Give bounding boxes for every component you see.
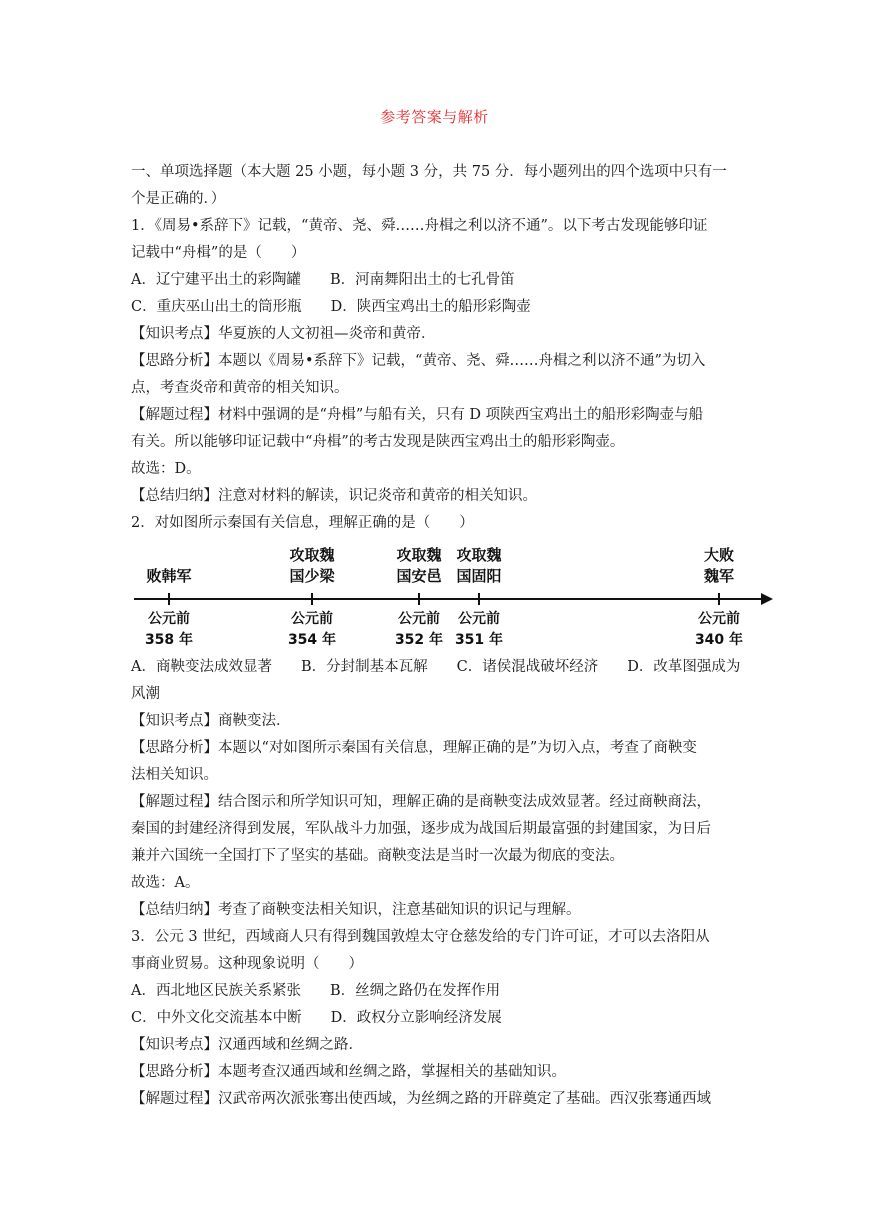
text-line: 有关。所以能够印证记载中“舟楫”的考古发现是陕西宝鸡出土的船形彩陶壶。: [131, 434, 625, 450]
event-date: 公元前: [291, 611, 333, 627]
event-label: 国安邑: [396, 567, 442, 585]
options-line: C．重庆巫山出土的筒形瓶 D．陕西宝鸡出土的船形彩陶壶: [131, 299, 531, 315]
event-label: 大败: [703, 546, 735, 564]
text-line: 秦国的封建经济得到发展，军队战斗力加强，逐步成为战国后期最富强的封建国家，为日后: [131, 821, 711, 837]
timeline-figure: [131, 543, 781, 653]
event-date: 公元前: [398, 611, 440, 627]
event-date: 公元前: [698, 611, 740, 627]
event-date: 354 年: [287, 632, 337, 648]
answer: 故选：A。: [131, 875, 200, 891]
event-label: 魏军: [703, 567, 735, 585]
event-label: 国少梁: [289, 567, 335, 585]
analysis: 【思路分析】本题以“对如图所示秦国有关信息，理解正确的是”为切入点，考查了商鞅变: [131, 740, 697, 756]
question-3-stem: 3．公元 3 世纪，西域商人只有得到魏国敦煌太守仓慈发给的专门许可证，才可以去洛阳从: [131, 929, 710, 945]
solution: 【解题过程】材料中强调的是“舟楫”与船有关，只有 D 项陕西宝鸡出土的船形彩陶壶与船: [131, 407, 704, 423]
text-line: 事商业贸易。这种现象说明（ ）: [131, 956, 363, 972]
event-label: 国固阳: [456, 567, 502, 585]
knowledge-point: 【知识考点】华夏族的人文初祖—炎帝和黄帝．: [131, 326, 436, 342]
page-title: 参考答案与解析: [380, 108, 489, 126]
solution: 【解题过程】汉武帝两次派张骞出使西域，为丝绸之路的开辟奠定了基础。西汉张骞通西域: [131, 1091, 711, 1107]
question-1-stem: 1．《周易•系辞下》记载，“黄帝、尧、舜……舟楫之利以济不通”。以下考古发现能够印证: [131, 218, 708, 234]
knowledge-point: 【知识考点】汉通西域和丝绸之路．: [131, 1037, 363, 1053]
section-heading: 一、单项选择题（本大题 25 小题，每小题 3 分，共 75 分．每小题列出的四个选项中只有一: [131, 164, 727, 180]
text-line: 点，考查炎帝和黄帝的相关知识。: [131, 380, 349, 396]
options-line: A．商鞅变法成效显著 B．分封制基本瓦解 C．诸侯混战破坏经济 D．改革图强成为: [131, 659, 741, 675]
knowledge-point: 【知识考点】商鞅变法．: [131, 713, 291, 729]
timeline-arrow: [761, 593, 773, 605]
event-label: 攻取魏: [289, 546, 335, 564]
analysis: 【思路分析】本题以《周易•系辞下》记载，“黄帝、尧、舜……舟楫之利以济不通”为切入: [131, 353, 706, 369]
event-label: 攻取魏: [396, 546, 442, 564]
options-line: A．西北地区民族关系紧张 B．丝绸之路仍在发挥作用: [131, 983, 501, 999]
text-line: 个是正确的．）: [131, 191, 226, 207]
summary: 【总结归纳】注意对材料的解读，识记炎帝和黄帝的相关知识。: [131, 488, 537, 504]
event-label: 败韩军: [146, 567, 192, 585]
text-line: 兼并六国统一全国打下了坚实的基础。商鞅变法是当时一次最为彻底的变法。: [131, 848, 624, 864]
event-date: 340 年: [694, 632, 744, 648]
event-date: 351 年: [454, 632, 504, 648]
event-date: 公元前: [458, 611, 500, 627]
question-2-stem: 2．对如图所示秦国有关信息，理解正确的是（ ）: [131, 515, 474, 531]
text-line: 记载中“舟楫”的是（ ）: [131, 245, 306, 261]
event-date: 公元前: [148, 611, 190, 627]
analysis: 【思路分析】本题考查汉通西域和丝绸之路，掌握相关的基础知识。: [131, 1064, 566, 1080]
options-line: A．辽宁建平出土的彩陶罐 B．河南舞阳出土的七孔骨笛: [131, 272, 515, 288]
options-line: C．中外文化交流基本中断 D．政权分立影响经济发展: [131, 1010, 502, 1026]
answer: 故选：D。: [131, 461, 201, 477]
text-line: 法相关知识。: [131, 767, 218, 783]
timeline-svg: [131, 543, 781, 653]
event-date: 358 年: [144, 632, 194, 648]
event-date: 352 年: [394, 632, 444, 648]
text-line: 风潮: [131, 686, 160, 702]
event-label: 攻取魏: [456, 546, 502, 564]
summary: 【总结归纳】考查了商鞅变法相关知识，注意基础知识的识记与理解。: [131, 902, 581, 918]
solution: 【解题过程】结合图示和所学知识可知，理解正确的是商鞅变法成效显著。经过商鞅商法，: [131, 794, 711, 810]
